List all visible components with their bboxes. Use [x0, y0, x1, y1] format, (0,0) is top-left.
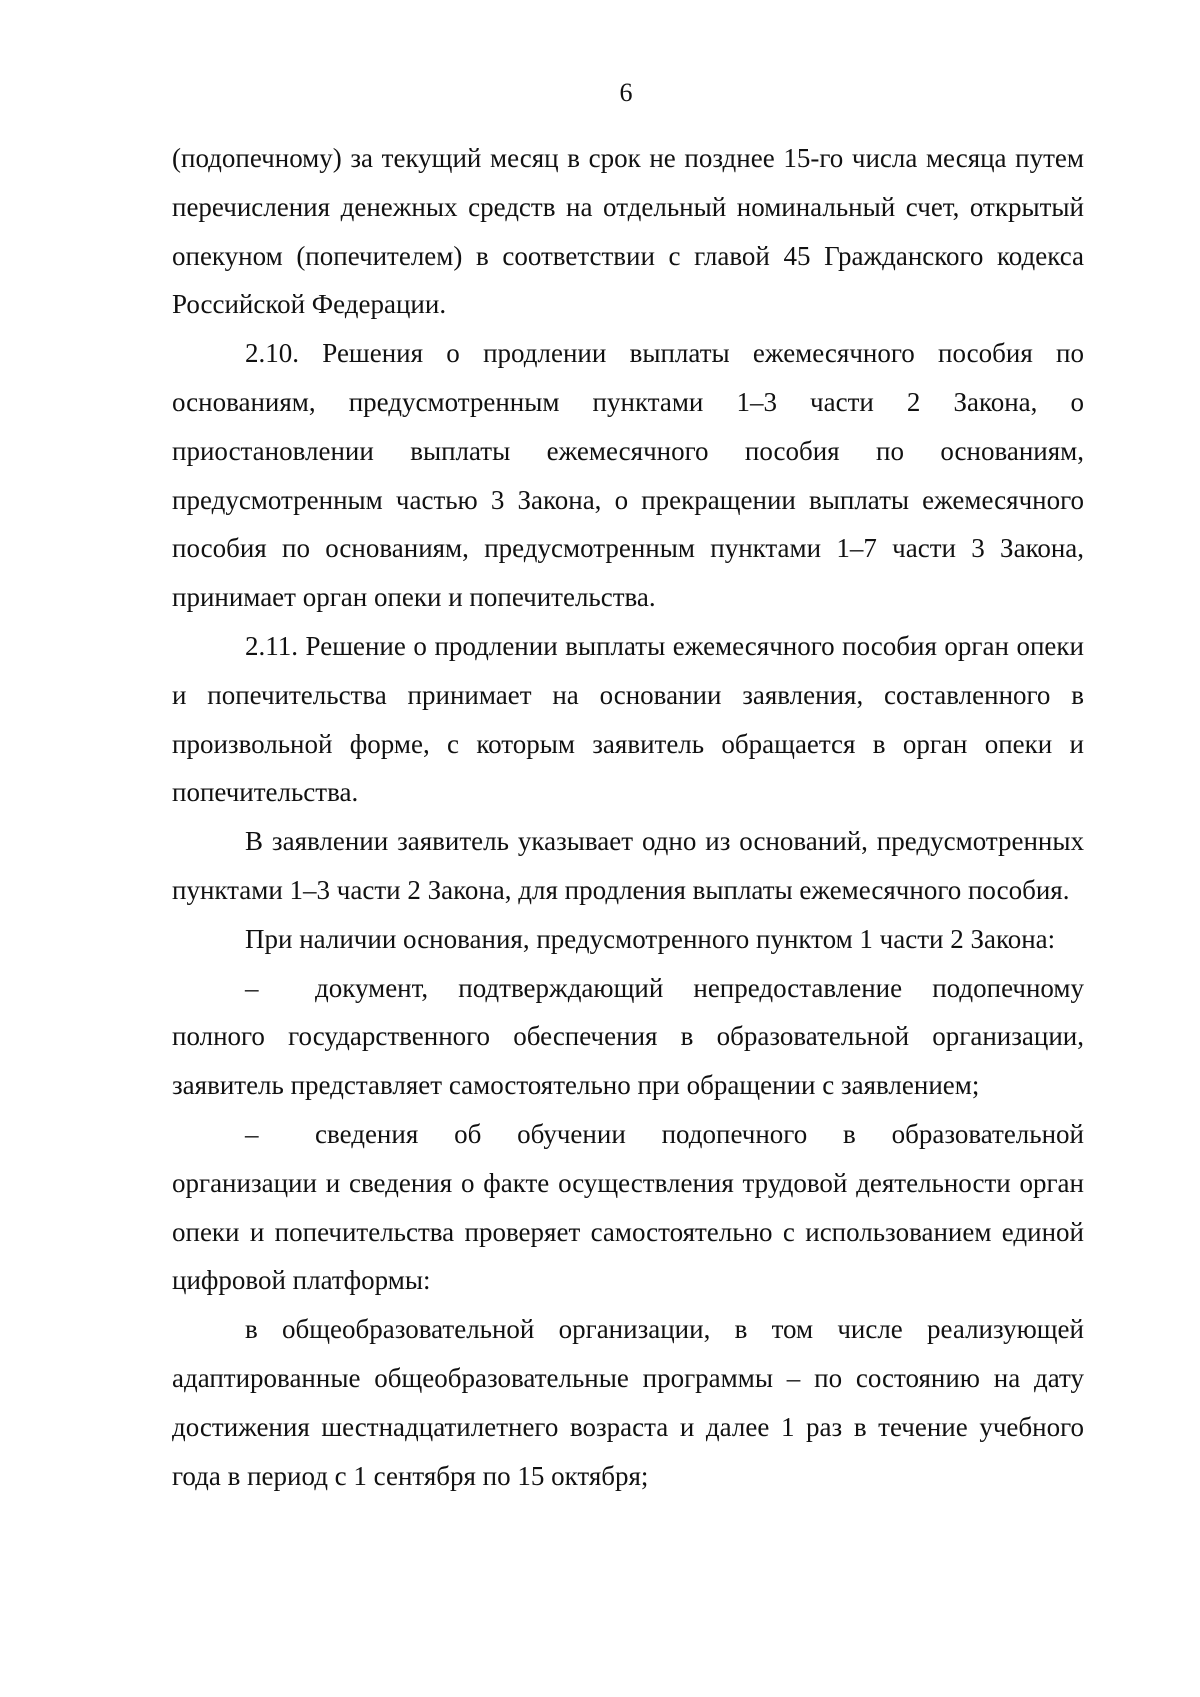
paragraph-2-10: 2.10. Решения о продлении выплаты ежемесячного пособия по основаниям, предусмотренным пунктами 1–3 части 2 Закона, о приостановлении выплаты ежемесячного пособия по основаниям, предусмотренным частью 3 Закона, о прекращении выплаты ежемесячного пособия по основаниям, предусмотренным пунктами 1–7 части 3 Закона, принимает орган опеки и попечительства. — [172, 338, 1084, 613]
paragraph-application-grounds: В заявлении заявитель указывает одно из оснований, предусмотренных пунктами 1–3 части 2 Закона, для продления выплаты ежемесячного пособия. — [172, 826, 1084, 905]
page-number: 6 — [619, 78, 633, 107]
dash-item-text: сведения об обучении подопечного в образовательной организации и сведения о факте осуществления трудовой деятельности орган опеки и попечительства проверяет самостоятельно с использованием единой цифровой платформы: — [172, 1118, 1084, 1296]
paragraph-2-11: 2.11. Решение о продлении выплаты ежемесячного пособия орган опеки и попечительства принимает на основании заявления, составленного в произвольной форме, с которым заявитель обращается в орган опеки и попечительства. — [172, 630, 1084, 808]
dash-item-text: документ, подтверждающий непредоставление подопечному полного государственного обеспечения в образовательной организации, заявитель представляет самостоятельно при обращении с заявлением; — [172, 972, 1084, 1101]
paragraph-general-education: в общеобразовательной организации, в том числе реализующей адаптированные общеобразовательные программы – по состоянию на дату достижения шестнадцатилетнего возраста и далее 1 раз в течение учебного года в период с 1 сентября по 15 октября; — [172, 1314, 1084, 1491]
document-body — [172, 134, 1084, 1500]
dash-item-document — [172, 964, 1084, 1110]
dash-mark: – — [245, 1118, 259, 1149]
dash-mark: – — [245, 972, 259, 1003]
dash-item-education-info — [172, 1110, 1084, 1305]
paragraph-ground-1: При наличии основания, предусмотренного пунктом 1 части 2 Закона: — [245, 923, 1056, 954]
paragraph-payment-terms: (подопечному) за текущий месяц в срок не позднее 15-го числа месяца путем перечисления денежных средств на отдельный номинальный счет, открытый опекуном (попечителем) в соответствии с главой 45 Гражданского кодекса Российской Федерации. — [172, 143, 1084, 320]
